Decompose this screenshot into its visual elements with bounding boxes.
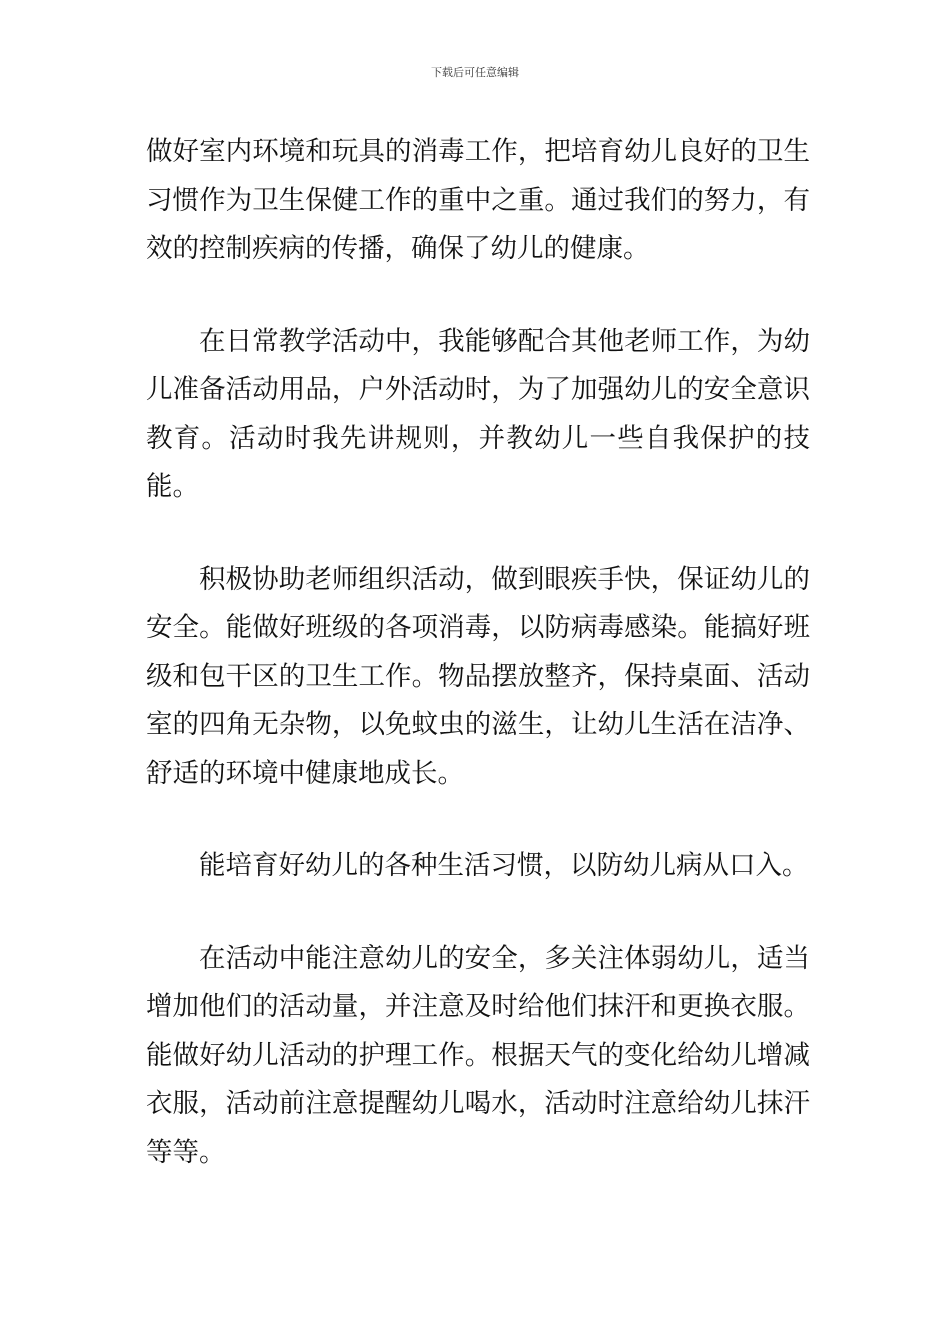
paragraph-gap xyxy=(146,798,810,842)
document-body xyxy=(146,128,810,1177)
paragraph-1: 做好室内环境和玩具的消毒工作，把培育幼儿良好的卫生习惯作为卫生保健工作的重中之重。通过我们的努力，有效的控制疾病的传播，确保了幼儿的健康。 xyxy=(146,136,810,264)
paragraph-gap xyxy=(146,891,810,935)
paragraph-gap xyxy=(146,274,810,318)
paragraph-gap xyxy=(146,512,810,556)
paragraph-5: 在活动中能注意幼儿的安全，多关注体弱幼儿，适当增加他们的活动量，并注意及时给他们抹汗和更换衣服。能做好幼儿活动的护理工作。根据天气的变化给幼儿增减衣服，活动前注意提醒幼儿喝水，活动时注意给幼儿抹汗等等。 xyxy=(146,942,810,1168)
paragraph-4: 能培育好幼儿的各种生活习惯，以防幼儿病从口入。 xyxy=(199,850,809,881)
paragraph-2: 在日常教学活动中，我能够配合其他老师工作，为幼儿准备活动用品，户外活动时，为了加强幼儿的安全意识教育。活动时我先讲规则，并教幼儿一些自我保护的技能。 xyxy=(146,325,810,502)
page-header-note: 下载后可任意编辑 xyxy=(431,66,519,79)
paragraph-3: 积极协助老师组织活动，做到眼疾手快，保证幼儿的安全。能做好班级的各项消毒，以防病毒感染。能搞好班级和包干区的卫生工作。物品摆放整齐，保持桌面、活动室的四角无杂物，以免蚊虫的滋生，让幼儿生活在洁净、舒适的环境中健康地成长。 xyxy=(146,563,810,789)
